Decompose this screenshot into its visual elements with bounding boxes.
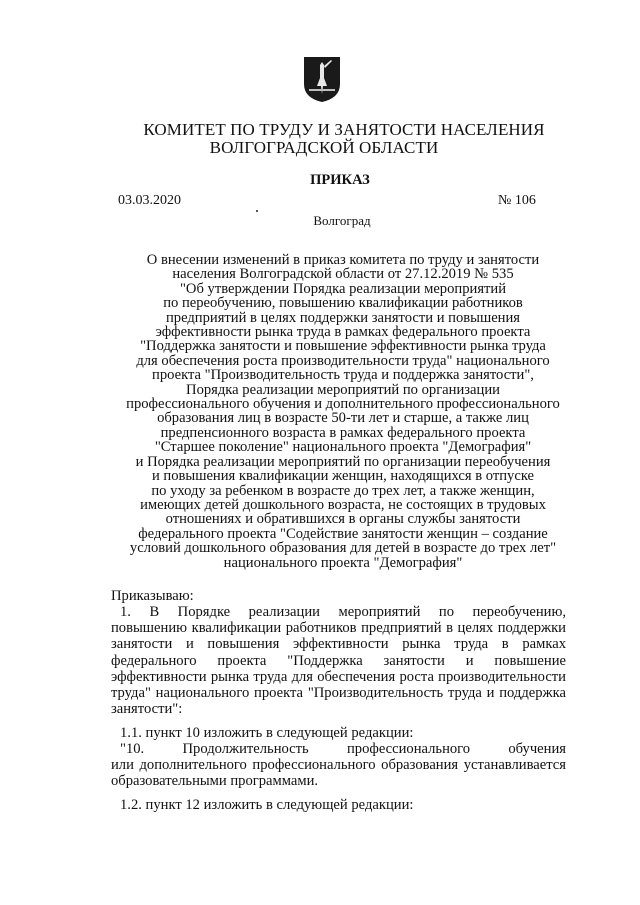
subject-line: федерального проекта "Содействие занятости женщин – создание — [138, 525, 548, 542]
subject-line: отношениях и обратившихся в органы службы занятости — [165, 511, 521, 528]
document-date: 03.03.2020 — [118, 193, 181, 208]
paragraph-1-1: 1.1. пункт 10 изложить в следующей редакции: — [120, 725, 414, 741]
subject-line: населения Волгоградской области от 27.12.2019 № 535 — [172, 266, 514, 283]
subject-line: Порядка реализации мероприятий по организации — [186, 381, 500, 398]
document-number: № 106 — [498, 193, 536, 208]
subject-line: проекта "Производительность труда и поддержка занятости", — [152, 367, 534, 384]
paragraph-1-first-line: 1. В Порядке реализации мероприятий по переобучению, — [120, 604, 566, 620]
volgograd-coat-of-arms-icon — [303, 56, 341, 103]
subject-line: и повышения квалификации женщин, находящихся в отпуске — [151, 468, 535, 485]
document-city: Волгоград — [313, 213, 371, 228]
subject-line: для обеспечения роста производительности труда" национального — [136, 352, 550, 369]
subject-line: профессионального обучения и дополнительного профессионального — [126, 396, 560, 413]
document-type: ПРИКАЗ — [310, 172, 370, 188]
subject-line: О внесении изменений в приказ комитета по труду и занятости — [146, 252, 540, 268]
order-subject — [113, 253, 573, 570]
subject-line: условий дошкольного образования для детей в возрасте до трех лет" — [129, 540, 557, 557]
subject-line: "Об утверждении Порядка реализации мероприятий — [179, 280, 507, 297]
organization-name-line-2: ВОЛГОГРАДСКОЙ ОБЛАСТИ — [209, 138, 439, 157]
paragraph-1-text: повышению квалификации работников предприятий в целях поддержки занятости и повышения эффективности рынка труда в рамках федерального проекта "Поддержка занятости и повышение эффективности рынка труда для обеспечения роста производительности труда" национального проекта "Производительность труда и поддержка занятости": — [111, 620, 566, 718]
subject-line: и Порядка реализации мероприятий по организации переобучения — [135, 453, 551, 470]
paragraph-1-2: 1.2. пункт 12 изложить в следующей редакции: — [120, 797, 414, 813]
scan-speck — [256, 210, 258, 212]
subject-line: предпенсионного возраста в рамках федерального проекта — [160, 424, 526, 441]
subject-line: образования лиц в возрасте 50-ти лет и старше, а также лиц — [157, 410, 529, 427]
subject-line: по переобучению, повышению квалификации работников — [163, 295, 523, 312]
subject-line: по уходу за ребенком в возрасте до трех лет, а также женщин, — [151, 482, 535, 499]
organization-name-line-1: КОМИТЕТ ПО ТРУДУ И ЗАНЯТОСТИ НАСЕЛЕНИЯ — [143, 120, 545, 139]
subject-line: имеющих детей дошкольного возраста, не состоящих в трудовых — [140, 496, 546, 513]
paragraph-10-first-line: "10. Продолжительность профессионального обучения — [120, 741, 566, 757]
paragraph-10 — [111, 741, 566, 790]
paragraph-1 — [111, 604, 566, 717]
order-word: Приказываю: — [111, 588, 194, 604]
subject-line: "Поддержка занятости и повышение эффективности рынка труда — [140, 338, 546, 355]
subject-line: предприятий в целях поддержки занятости и повышения — [165, 309, 521, 326]
subject-line: эффективности рынка труда в рамках федерального проекта — [155, 324, 531, 341]
subject-line: национального проекта "Демография" — [223, 554, 463, 571]
subject-line: "Старшее поколение" национального проекта "Демография" — [154, 439, 532, 456]
paragraph-10-text: или дополнительного профессионального образования устанавливается образовательными программами. — [111, 757, 566, 790]
